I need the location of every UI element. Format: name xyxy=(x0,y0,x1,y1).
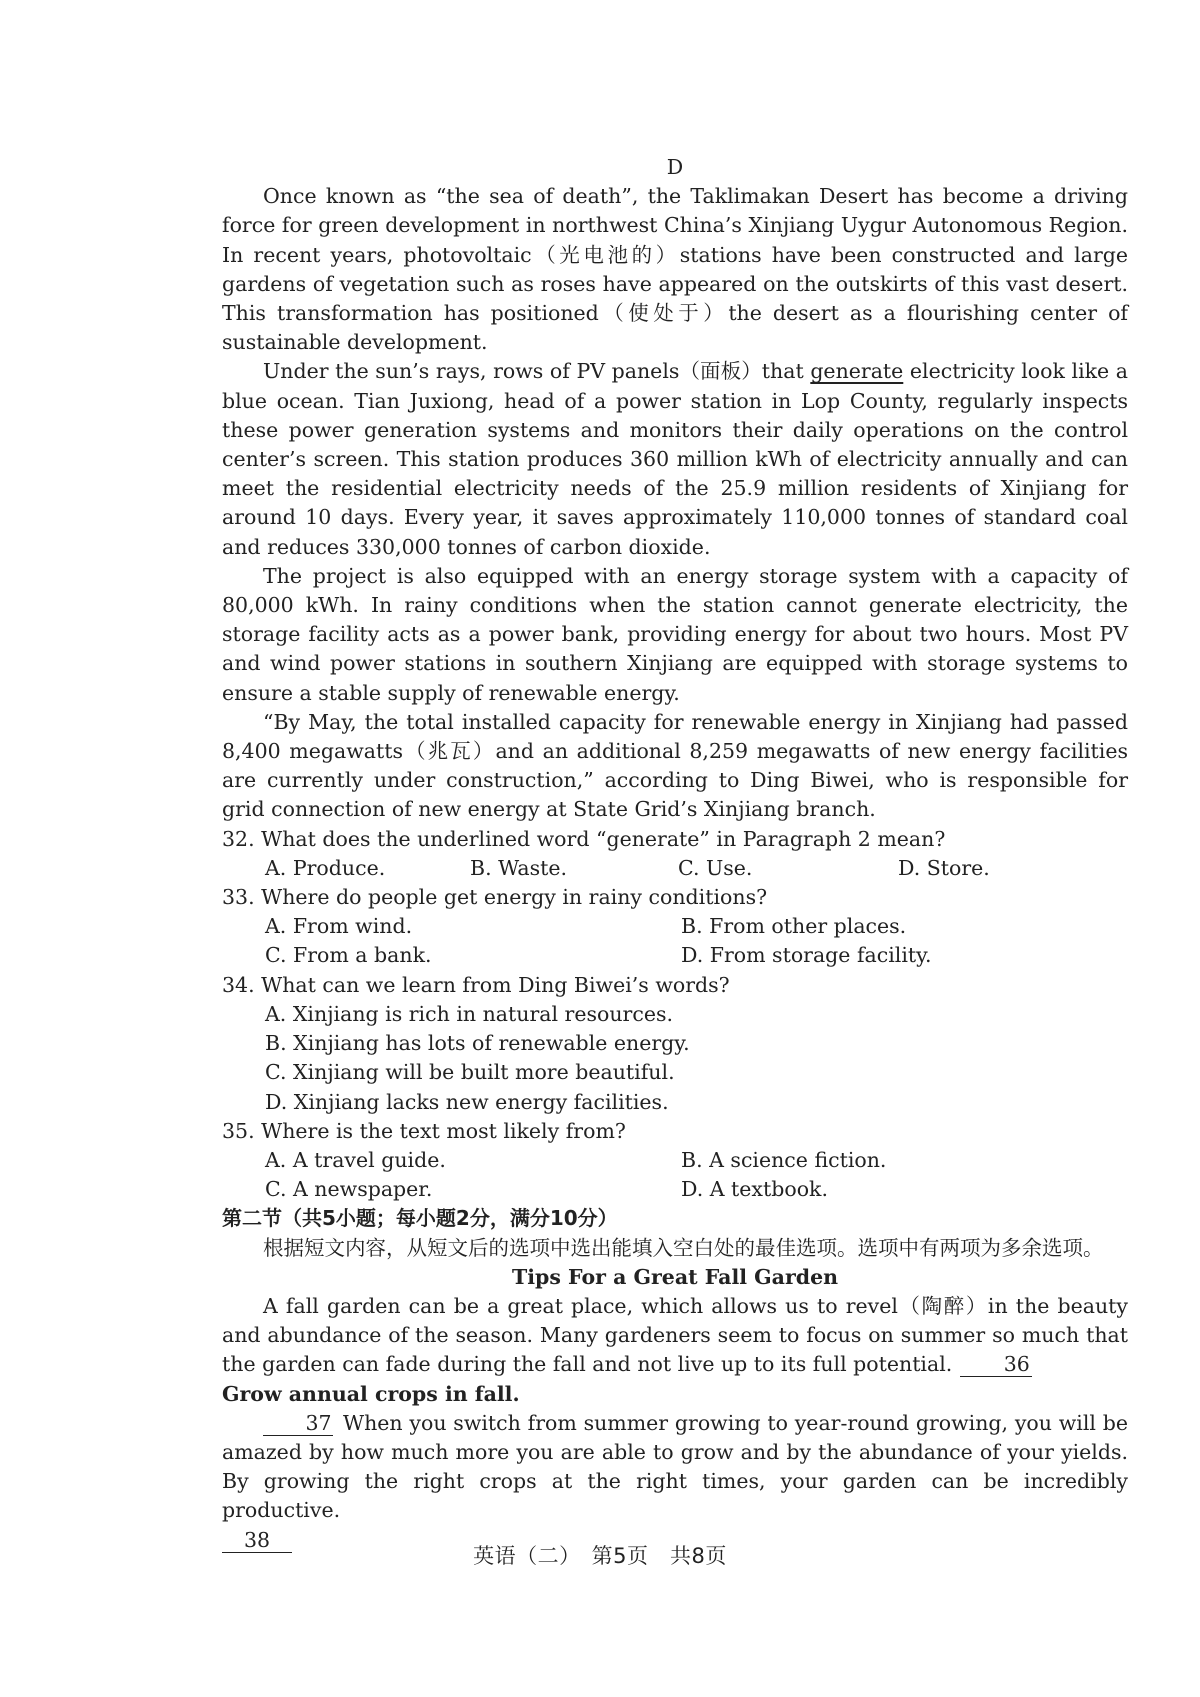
passage-title: Tips For a Great Fall Garden xyxy=(511,1264,839,1289)
subheading-annual-crops: Grow annual crops in fall. xyxy=(222,1381,520,1406)
blank-37: 37 xyxy=(263,1411,333,1436)
option-c: C. From a bank. xyxy=(265,943,432,968)
option-a: A. From wind. xyxy=(265,914,413,939)
question-35-options xyxy=(222,1146,1128,1204)
question-32: 32. What does the underlined word “generate” in Paragraph 2 mean? xyxy=(222,826,946,851)
option-a: A. Produce. xyxy=(265,855,386,880)
passage-d-paragraph-4: “By May, the total installed capacity for renewable energy in Xinjiang had passed 8,400 megawatts（兆瓦）and an additional 8,259 megawatts of new energy facilities are currently under construction,” according to Ding Biwei, who is responsible for grid connection of new energy at State Grid’s Xinjiang branch. xyxy=(222,709,1128,822)
option-b: B. Waste. xyxy=(470,855,568,880)
blank-38: 38 xyxy=(222,1528,292,1553)
option-c: C. Use. xyxy=(678,855,753,880)
question-33: 33. Where do people get energy in rainy conditions? xyxy=(222,885,768,910)
paragraph-2-rest: electricity look like a blue ocean. Tian Juxiong, head of a power station in Lop County, regularly inspects these power generation systems and monitors their daily operations on the control center’s screen. This station produces 360 million kWh of electricity annually and can meet the residential electricity needs of the 25.9 million residents of Xinjiang for around 10 days. Every year, it saves approximately 110,000 tonnes of standard coal and reduces 330,000 tonnes of carbon dioxide. xyxy=(222,359,1128,559)
option-b: B. From other places. xyxy=(681,914,907,939)
question-33-options xyxy=(222,912,1128,970)
section-label-d: D xyxy=(666,155,684,179)
option-b: B. A science fiction. xyxy=(681,1147,887,1172)
underlined-word-generate: generate xyxy=(810,359,904,384)
passage-d-paragraph-1: Once known as “the sea of death”, the Taklimakan Desert has become a driving force for green development in northwest China’s Xinjiang Uygur Autonomous Region. In recent years, photovoltaic（光电池的）stations have been constructed and large gardens of vegetation such as roses have appeared on the outskirts of this vast desert. This transformation has positioned（使处于）the desert as a flourishing center of sustainable development. xyxy=(222,184,1128,355)
question-34-options xyxy=(222,1000,1128,1117)
passage-d-paragraph-2 xyxy=(222,357,1128,561)
option-d: D. Xinjiang lacks new energy facilities. xyxy=(265,1089,669,1114)
blank-36: 36 xyxy=(960,1352,1032,1377)
option-b: B. Xinjiang has lots of renewable energy. xyxy=(265,1031,690,1056)
page-footer: 英语（二） 第5页 共8页 xyxy=(473,1544,727,1568)
option-c: C. Xinjiang will be built more beautiful. xyxy=(265,1060,675,1085)
option-d: D. A textbook. xyxy=(681,1177,828,1202)
option-a: A. A travel guide. xyxy=(265,1147,446,1172)
option-d: D. From storage facility. xyxy=(681,943,932,968)
paragraph-2-start: Under the sun’s rays, rows of PV panels（面板）that xyxy=(263,359,811,384)
garden-paragraph-1 xyxy=(222,1292,1128,1380)
question-32-options xyxy=(222,854,1128,883)
option-c: C. A newspaper. xyxy=(265,1177,433,1202)
passage-body xyxy=(222,153,1128,1555)
garden-paragraph-1-text: A fall garden can be a great place, which allows us to revel（陶醉）in the beauty and abundance of the season. Many gardeners seem to focus on summer so much that the garden can fade during the fall and not live up to its full potential. xyxy=(222,1293,1128,1377)
section-2-heading: 第二节（共5小题；每小题2分，满分10分） xyxy=(222,1206,618,1231)
option-d: D. Store. xyxy=(898,855,990,880)
question-34: 34. What can we learn from Ding Biwei’s words? xyxy=(222,972,730,997)
garden-paragraph-2 xyxy=(222,1409,1128,1526)
section-2-instruction: 根据短文内容，从短文后的选项中选出能填入空白处的最佳选项。选项中有两项为多余选项。 xyxy=(263,1235,1104,1260)
option-a: A. Xinjiang is rich in natural resources. xyxy=(265,1001,673,1026)
garden-paragraph-2-text: When you switch from summer growing to year-round growing, you will be amazed by how much more you are able to grow and by the abundance of your yields. By growing the right crops at the right times, your garden can be incredibly productive. xyxy=(222,1410,1128,1523)
question-35: 35. Where is the text most likely from? xyxy=(222,1118,626,1143)
passage-d-paragraph-3: The project is also equipped with an energy storage system with a capacity of 80,000 kWh. In rainy conditions when the station cannot generate electricity, the storage facility acts as a power bank, providing energy for about two hours. Most PV and wind power stations in southern Xinjiang are equipped with storage systems to ensure a stable supply of renewable energy. xyxy=(222,563,1128,705)
